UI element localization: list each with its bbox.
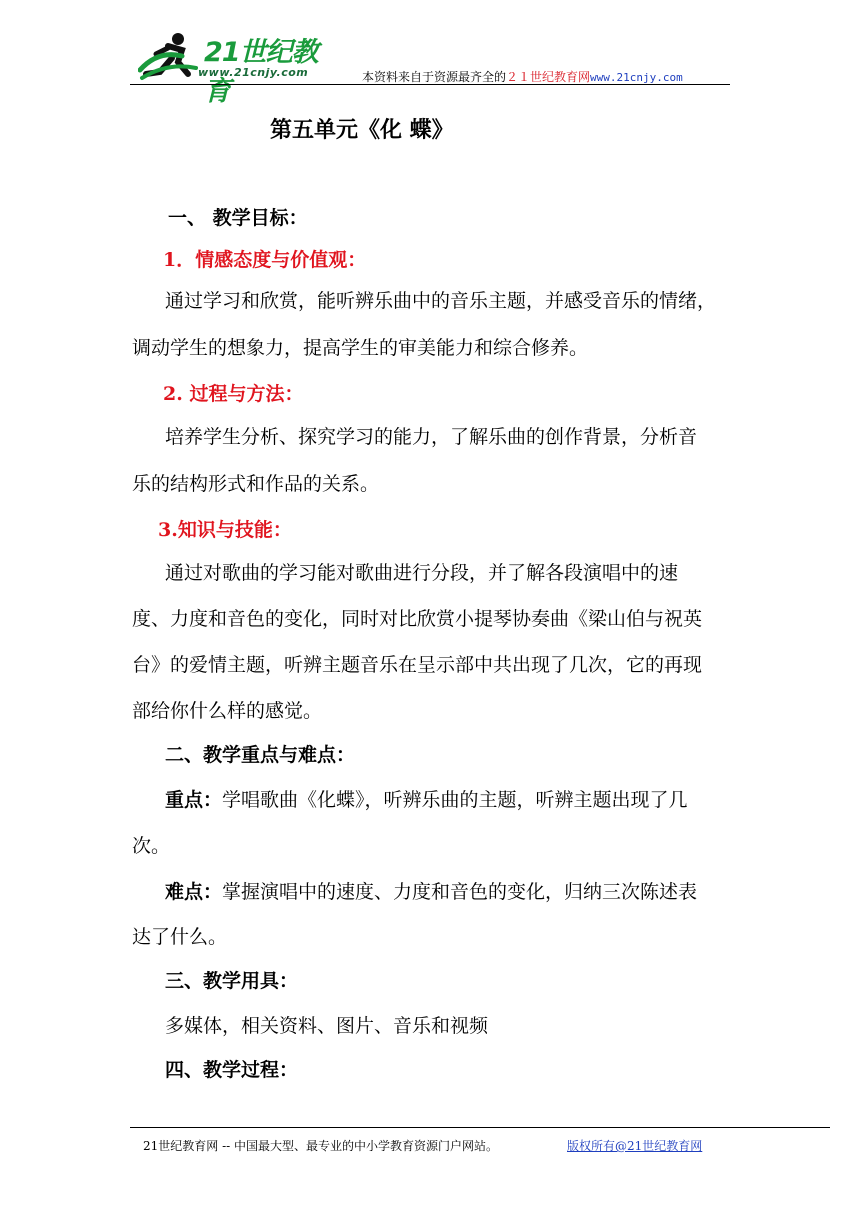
section-heading-tools: 三、教学用具： xyxy=(165,970,299,992)
header-divider xyxy=(130,84,730,85)
paragraph-line: 通过对歌曲的学习能对歌曲进行分段，并了解各段演唱中的速 xyxy=(165,562,679,584)
document-title: 第五单元《化 蝶》 xyxy=(270,117,454,143)
section-heading-objectives: 一、 教学目标： xyxy=(168,207,308,229)
paragraph-line: 多媒体，相关资料、图片、音乐和视频 xyxy=(165,1015,489,1037)
difficulty-line xyxy=(165,883,697,902)
header-note xyxy=(362,68,683,85)
running-figure-icon xyxy=(138,32,200,82)
key-point-text: 学唱歌曲《化蝶》，听辨乐曲的主题，听辨主题出现了几 xyxy=(222,789,688,811)
site-logo xyxy=(138,30,338,107)
difficulty-text: 掌握演唱中的速度、力度和音色的变化，归纳三次陈述表 xyxy=(222,881,698,903)
copyright-link[interactable]: 版权所有@21世纪教育网 xyxy=(567,1139,703,1153)
logo-name: 21世纪教育 xyxy=(204,37,318,107)
section-heading-process: 四、教学过程： xyxy=(165,1059,299,1081)
key-point-line xyxy=(165,791,688,810)
key-point-label: 重点： xyxy=(165,789,223,811)
footer-divider xyxy=(130,1127,830,1128)
header-note-prefix: 本资料来自于资源最齐全的 xyxy=(362,70,507,84)
paragraph-line: 达了什么。 xyxy=(132,926,228,948)
logo-url: www.21cnjy.com xyxy=(198,66,309,79)
paragraph-line: 培养学生分析、探究学习的能力，了解乐曲的创作背景，分析音 xyxy=(165,426,698,448)
header-note-url[interactable]: www.21cnjy.com xyxy=(590,71,683,84)
header-note-site: ２１世纪教育网 xyxy=(506,70,591,84)
paragraph-line: 次。 xyxy=(132,835,171,857)
paragraph-line: 台》的爱情主题，听辨主题音乐在呈示部中共出现了几次，它的再现 xyxy=(132,654,703,676)
page-header xyxy=(130,26,730,107)
subheading-knowledge: 3.知识与技能： xyxy=(158,519,292,541)
section-heading-key-points: 二、教学重点与难点： xyxy=(165,744,356,766)
difficulty-label: 难点： xyxy=(165,881,223,903)
subheading-emotion: 1．情感态度与价值观： xyxy=(163,249,367,271)
subheading-process: 2. 过程与方法： xyxy=(163,383,304,405)
paragraph-line: 调动学生的想象力，提高学生的审美能力和综合修养。 xyxy=(132,337,589,359)
paragraph-line: 度、力度和音色的变化，同时对比欣赏小提琴协奏曲《梁山伯与祝英 xyxy=(132,608,703,630)
paragraph-line: 通过学习和欣赏，能听辨乐曲中的音乐主题，并感受音乐的情绪， xyxy=(165,290,717,312)
paragraph-line: 部给你什么样的感觉。 xyxy=(132,700,323,722)
footer-text: 21世纪教育网 -- 中国最大型、最专业的中小学教育资源门户网站。 xyxy=(143,1139,499,1153)
paragraph-line: 乐的结构形式和作品的关系。 xyxy=(132,473,380,495)
